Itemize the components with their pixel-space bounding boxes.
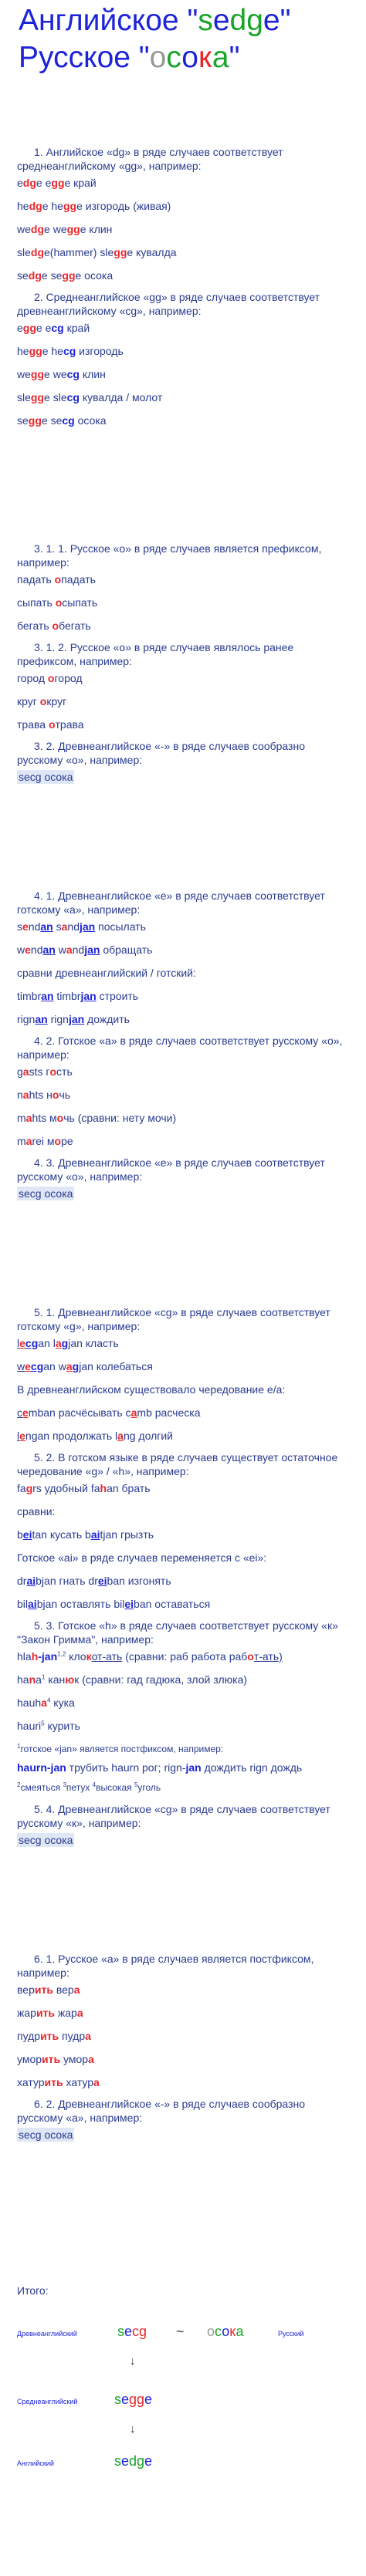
footnotes-2-5: $^2$смеяться $^3$петух $^4$высокая $^5$уголь xyxy=(17,1781,161,1793)
section-3-1-1-heading: 3. 1. 1. Русское «о» в ряде случаев является префиксом, например: xyxy=(17,542,322,569)
example-hauha: hauha$^4$ кука xyxy=(17,1697,75,1709)
section-5-1-heading: 5. 1. Древнеанглийское «cg» в ряде случаев соответствует готскому «g», например: xyxy=(17,1306,330,1332)
section-1-heading: 1. Английское «dg» в ряде случаев соответствует среднеанглийскому «gg», например: xyxy=(17,146,283,172)
example-hauri: hauri$^5$ курить xyxy=(17,1720,80,1732)
example-wendan: wendan wandjan обращать xyxy=(17,944,153,956)
section-3-1-2-heading: 3. 1. 2. Русское «о» в ряде случаев являлось ранее префиксом, например: xyxy=(17,641,294,667)
example-wedge: wedge wegge клин xyxy=(17,223,113,235)
example-gasts: gasts гость xyxy=(17,1065,73,1078)
section-4-2-heading: 4. 2. Готское «a» в ряде случаев соответствует русскому «о», например: xyxy=(17,1035,343,1061)
example-okrug: круг округ xyxy=(17,695,67,707)
footnote-1: $^1$готское «jan» является постфиксом, например: xyxy=(17,1743,224,1754)
example-fagrs: fagrs удобный fahan брать xyxy=(17,1482,151,1494)
example-secg-5: secg осока xyxy=(19,1834,73,1846)
arrow-down-2: ↓ xyxy=(130,2422,136,2436)
word-secg: secg xyxy=(117,2324,147,2339)
example-hegge: hegge hecg изгородь xyxy=(17,345,124,357)
lang-russian-label: Русский xyxy=(278,2330,304,2338)
section-4-1-heading: 4. 1. Древнеанглийское «e» в ряде случаев соответствует готскому «a», например: xyxy=(17,890,325,916)
section-5-3-heading: 5. 3. Готское «h» в ряде случаев соответствует русскому «к» "Закон Гримма", например: xyxy=(17,1619,338,1646)
word-sedge: sedge xyxy=(114,2453,153,2469)
lang-middle-english-label: Среднеанглийский xyxy=(17,2398,78,2406)
word-segge: segge xyxy=(114,2392,153,2407)
arrow-down-1: ↓ xyxy=(130,2355,136,2368)
compare-note-4: сравни древнеанглийский / готский: xyxy=(17,967,196,979)
example-obegat: бегать обегать xyxy=(17,620,91,632)
example-verit: верить вера xyxy=(17,1983,80,1996)
example-marei: marei море xyxy=(17,1135,73,1147)
example-nahts: nahts ночь xyxy=(17,1089,71,1101)
example-egge: egge ecg край xyxy=(17,322,90,334)
summary-label: Итого: xyxy=(17,2284,49,2297)
example-hlahjan: hlah-jan$^{1,2}$ клокот-ать (сравни: раб работа работ-ать) xyxy=(17,1650,283,1663)
example-ogorod: город огород xyxy=(17,672,83,684)
example-segge: segge secg осока xyxy=(17,414,107,427)
example-secg-6: secg осока xyxy=(19,2129,73,2141)
lang-old-english-label: Древнеанглийский xyxy=(17,2330,77,2338)
section-5-2-heading: 5. 2. В готском языке в ряде случаев существует остаточное чередование «g» / «h», например: xyxy=(17,1451,338,1477)
ai-ei-note: Готское «ai» в ряде случаев переменяется с «ei»: xyxy=(17,1551,267,1564)
example-rignan: rignan rignjan дождить xyxy=(17,1013,130,1025)
example-secg-4: secg осока xyxy=(19,1187,73,1200)
alternation-note: В древнеанглийском существовало чередование e/a: xyxy=(17,1383,286,1396)
example-sedge: sedge segge осока xyxy=(17,269,114,282)
page-title-russian: Русское "осока" xyxy=(19,41,240,74)
lang-english-label: Английский xyxy=(17,2460,54,2467)
example-wegge: wegge wecg клин xyxy=(17,368,106,380)
example-zharit: жарить жара xyxy=(17,2007,83,2019)
example-lengan: lengan продолжать lang долгий xyxy=(17,1430,173,1442)
example-cemban: cemban расчёсывать camb расческа xyxy=(17,1406,201,1419)
example-hana: hana$^1$ канюк (сравни: гад гадюка, злой злюка) xyxy=(17,1673,248,1686)
example-bilaibjan: bilaibjan оставлять bileiban оставаться xyxy=(17,1598,211,1610)
word-osoka: осока xyxy=(207,2324,244,2339)
section-5-4-heading: 5. 4. Древнеанглийское «cg» в ряде случаев соответствует русскому «к», например: xyxy=(17,1803,330,1829)
example-khaturit: хатурить хатура xyxy=(17,2076,100,2088)
example-otrava: трава отрава xyxy=(17,718,84,731)
example-edge: edge egge край xyxy=(17,177,97,189)
example-umorit: уморить умора xyxy=(17,2053,94,2065)
example-sendan: sendan sandjan посылать xyxy=(17,920,146,933)
example-beitan: beitan кусать baitjan грызть xyxy=(17,1528,154,1541)
example-mahts: mahts мочь (сравни: нету мочи) xyxy=(17,1112,177,1124)
page-title-english: Английское "sedge" xyxy=(19,4,291,37)
section-6-1-heading: 6. 1. Русское «а» в ряде случаев является постфиксом, например: xyxy=(17,1953,314,1979)
section-3-2-heading: 3. 2. Древнеанглийское «-» в ряде случаев сообразно русскому «о», например: xyxy=(17,740,305,766)
example-timbran: timbran timbrjan строить xyxy=(17,990,139,1002)
example-draibjan: draibjan гнать dreiban изгонять xyxy=(17,1575,171,1587)
example-secg-3: secg осока xyxy=(19,771,73,783)
example-opadat: падать опадать xyxy=(17,573,96,586)
example-sledge: sledge(hammer) slegge кувалда xyxy=(17,246,177,258)
section-6-2-heading: 6. 2. Древнеанглийское «-» в ряде случаев сообразно русскому «а», например: xyxy=(17,2098,305,2124)
example-wecgan: wecgan wagjan колебаться xyxy=(17,1360,153,1372)
compare-label-5: сравни: xyxy=(17,1505,56,1518)
example-pudrit: пудрить пудра xyxy=(17,2030,91,2042)
section-4-3-heading: 4. 3. Древнеанглийское «e» в ряде случаев соответствует русскому «о», например: xyxy=(17,1156,325,1183)
example-hedge: hedge hegge изгородь (живая) xyxy=(17,200,171,212)
example-osypat: сыпать осыпать xyxy=(17,596,98,609)
example-haurnjan: haurn-jan трубить haurn рог; rign-jan дождить rign дождь xyxy=(17,1761,303,1774)
tilde-sign: ~ xyxy=(176,2324,185,2339)
section-2-heading: 2. Среднеанглийское «gg» в ряде случаев соответствует древнеанглийскому «cg», например: xyxy=(17,291,320,317)
example-lecgan: lecgan lagjan класть xyxy=(17,1337,119,1349)
example-slegge: slegge slecg кувалда / молот xyxy=(17,391,163,403)
